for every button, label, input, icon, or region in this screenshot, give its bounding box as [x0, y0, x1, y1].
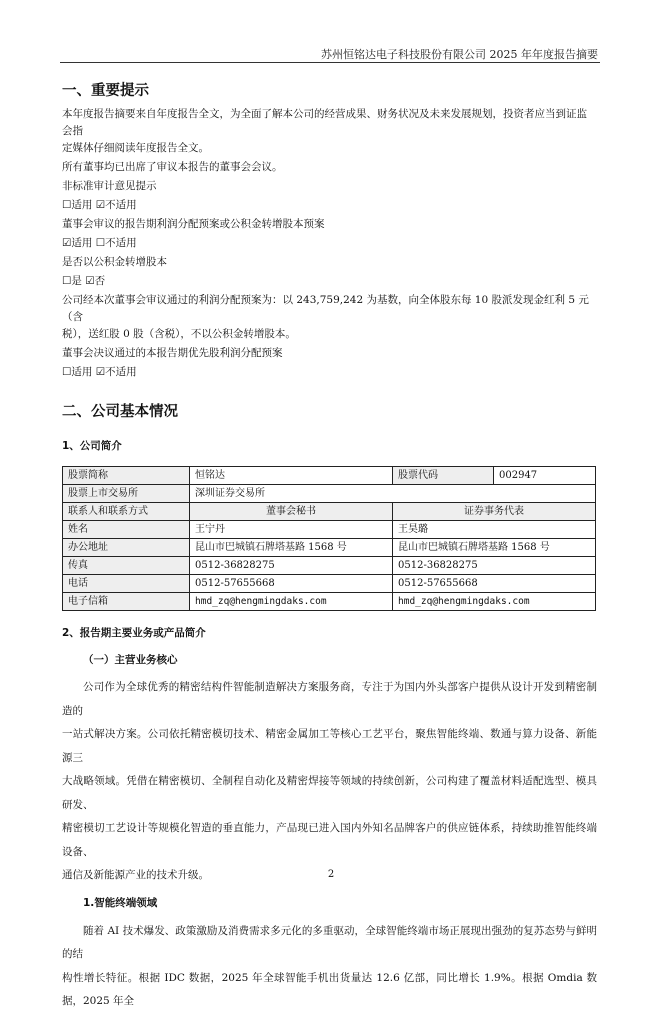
stock-short-name: 恒铭达 — [190, 467, 393, 485]
page-number: 2 — [327, 869, 335, 880]
secretary-address: 昆山市巴城镇石牌塔基路 1568 号 — [190, 539, 393, 557]
rep-header: 证券事务代表 — [393, 503, 596, 521]
paragraph-line: 一站式解决方案。公司依托精密模切技术、精密金属加工等核心工艺平台，聚焦智能终端、数通与算力设备、新能源三 — [62, 728, 597, 764]
main-business-heading: （一）主营业务核心 — [83, 654, 178, 666]
business-intro-heading: 2、报告期主要业务或产品简介 — [62, 627, 206, 639]
rep-address: 昆山市巴城镇石牌塔基路 1568 号 — [393, 539, 596, 557]
stock-code-label: 股票代码 — [393, 467, 494, 485]
row-label: 电话 — [63, 575, 190, 593]
table-row — [63, 467, 596, 485]
capital-reserve-checkbox: ☐是 ☑否 — [62, 275, 106, 287]
exchange-label: 股票上市交易所 — [63, 485, 190, 503]
profit-plan-text: 公司经本次董事会审议通过的利润分配预案为：以 243,759,242 为基数，向全体股东每 10 股派发现金红利 5 元（含 — [62, 294, 589, 323]
profit-plan-checkbox: ☑适用 ☐不适用 — [62, 237, 137, 249]
notice-line: 董事会决议通过的本报告期优先股利润分配预案 — [62, 347, 283, 359]
rep-phone: 0512-57655668 — [393, 575, 596, 593]
stock-code: 002947 — [494, 467, 596, 485]
row-label: 传真 — [63, 557, 190, 575]
company-profile-heading: 1、公司简介 — [62, 440, 122, 452]
row-label: 姓名 — [63, 521, 190, 539]
running-header: 苏州恒铭达电子科技股份有限公司 2025 年年度报告摘要 — [321, 48, 598, 61]
audit-opinion-checkbox: ☐适用 ☑不适用 — [62, 199, 137, 211]
secretary-name: 王宁丹 — [190, 521, 393, 539]
table-row — [63, 521, 596, 539]
header-rule — [60, 62, 600, 63]
notice-line: 定媒体仔细阅读年度报告全文。 — [62, 142, 209, 154]
contact-label: 联系人和联系方式 — [63, 503, 190, 521]
table-row — [63, 485, 596, 503]
preferred-stock-checkbox: ☐适用 ☑不适用 — [62, 366, 137, 378]
section-1-title: 一、重要提示 — [62, 83, 149, 99]
notice-line: 非标准审计意见提示 — [62, 180, 157, 192]
notice-line: 董事会审议的报告期利润分配预案或公积金转增股本预案 — [62, 218, 325, 230]
paragraph-line: 大战略领域。凭借在精密模切、全制程自动化及精密焊接等领域的持续创新，公司构建了覆盖材料适配选型、模具研发、 — [62, 775, 597, 811]
notice-line: 是否以公积金转增股本 — [62, 256, 167, 268]
rep-fax: 0512-36828275 — [393, 557, 596, 575]
company-info-table — [62, 466, 596, 611]
paragraph-line: 构性增长特征。根据 IDC 数据，2025 年全球智能手机出货量达 12.6 亿部，同比增长 1.9%。根据 Omdia 数据，2025 年全 — [62, 971, 597, 1007]
row-label: 电子信箱 — [63, 593, 190, 611]
secretary-header: 董事会秘书 — [190, 503, 393, 521]
notice-line: 所有董事均已出席了审议本报告的董事会会议。 — [62, 161, 283, 173]
table-row — [63, 593, 596, 611]
table-row — [63, 503, 596, 521]
rep-name: 王昊璐 — [393, 521, 596, 539]
secretary-email[interactable]: hmd_zq@hengmingdaks.com — [190, 593, 393, 611]
paragraph-line: 随着 AI 技术爆发、政策激励及消费需求多元化的多重驱动，全球智能终端市场正展现出强劲的复苏态势与鲜明的结 — [62, 924, 597, 960]
notice-line: 本年度报告摘要来自年度报告全文，为全面了解本公司的经营成果、财务状况及未来发展规划，投资者应当到证监会指 — [62, 108, 587, 137]
row-label: 办公地址 — [63, 539, 190, 557]
paragraph-line: 通信及新能源产业的技术升级。 — [62, 869, 209, 881]
rep-email[interactable]: hmd_zq@hengmingdaks.com — [393, 593, 596, 611]
table-row — [63, 557, 596, 575]
secretary-fax: 0512-36828275 — [190, 557, 393, 575]
smart-terminal-heading: 1.智能终端领域 — [83, 896, 158, 909]
smart-terminal-paragraph — [62, 920, 597, 1014]
profit-plan-text: 税），送红股 0 股（含税），不以公积金转增股本。 — [62, 328, 296, 340]
paragraph-line: 精密模切工艺设计等规模化智造的垂直能力，产品现已进入国内外知名品牌客户的供应链体系，持续助推智能终端设备、 — [62, 822, 597, 858]
stock-short-name-label: 股票简称 — [63, 467, 190, 485]
main-business-paragraph — [62, 676, 597, 888]
section-2-title: 二、公司基本情况 — [62, 404, 178, 420]
secretary-phone: 0512-57655668 — [190, 575, 393, 593]
exchange-value: 深圳证券交易所 — [190, 485, 596, 503]
important-notes — [62, 106, 597, 381]
table-row — [63, 539, 596, 557]
table-row — [63, 575, 596, 593]
paragraph-line: 公司作为全球优秀的精密结构件智能制造解决方案服务商，专注于为国内外头部客户提供从设计开发到精密制造的 — [62, 681, 597, 717]
